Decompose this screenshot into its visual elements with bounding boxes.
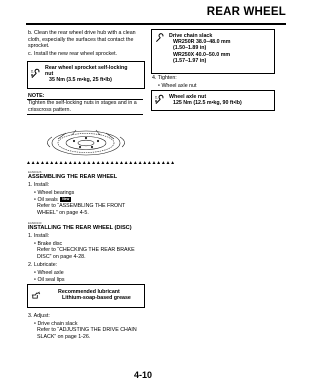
new-part-badge: New [62, 197, 70, 202]
wrench-icon [155, 33, 164, 43]
spec-label-cont: nut [45, 71, 54, 78]
step-1-install: 1. Install: [28, 233, 50, 239]
spec-value: 125 Nm (12.5 m•kg, 90 ft•lb) [173, 100, 242, 107]
svg-text:T.: T. [31, 70, 34, 75]
svg-text:T.: T. [155, 96, 158, 101]
bullet-wheel-axle-nut: ● Wheel axle nut [158, 82, 196, 89]
step-b-text: Clean the rear wheel drive hub with a clean cloth, especially the surfaces that contact the sprocket. [28, 30, 136, 50]
sprocket-illustration [36, 125, 140, 155]
drive-chain-slack-spec [151, 29, 275, 74]
bullet-wheel-axle: ● Wheel axle [34, 269, 64, 276]
section-tag: EAS00126 [28, 170, 42, 174]
step-3-adjust: 3. Adjust: [28, 313, 50, 319]
bullet-brake-disc: ● Brake disc [34, 240, 62, 247]
spec-value: Lithium-soap-based grease [62, 295, 131, 302]
step-2-lubricate: 2. Lubricate: [28, 262, 58, 268]
wheel-axle-nut-torque-spec [151, 90, 275, 111]
bullet-wheel-bearings: ● Wheel bearings [34, 189, 74, 196]
section-heading: ASSEMBLING THE REAR WHEEL [28, 174, 118, 180]
lubricant-spec [27, 284, 145, 308]
note-heading: NOTE: [28, 93, 45, 99]
reference-text: Refer to “ADJUSTING THE DRIVE CHAIN SLACK” on page 1-26. [37, 327, 137, 340]
wrench-torque-icon [155, 95, 164, 105]
bullet-oil-seal-lips: ● Oil seal lips [34, 276, 65, 283]
spec-value: WR250X 40.0–50.0 mm [173, 51, 231, 58]
reference-text: Refer to “ASSEMBLING THE FRONT WHEEL” on page 4-5. [37, 203, 126, 216]
section-divider: ▲▲▲▲▲▲▲▲▲▲▲▲▲▲▲▲▲▲▲▲▲▲▲▲▲▲▲▲▲▲▲▲ [26, 160, 175, 166]
spec-value: (1.57–1.97 in) [173, 57, 207, 64]
spec-label: Rear wheel sprocket self-locking [45, 65, 128, 71]
bullet-oil-seals: ● Oil seals New [34, 196, 71, 203]
note-text: Tighten the self-locking nuts in stages and in a crisscross pattern. [28, 100, 137, 113]
spec-label: Recommended lubricant [58, 289, 120, 295]
page-title: REAR WHEEL [206, 6, 286, 18]
oil-can-icon [31, 290, 40, 300]
bullet-drive-chain-slack: ● Drive chain slack [34, 320, 77, 327]
spec-label: Drive chain slack [169, 33, 213, 39]
sprocket-nut-torque-spec [27, 61, 145, 89]
svg-text:R.: R. [31, 73, 35, 78]
note-rule-bottom [27, 114, 143, 115]
spec-value: WR250R 38.0–48.0 mm [173, 39, 231, 46]
header-rule [26, 23, 286, 25]
spec-label: Wheel axle nut [169, 94, 207, 100]
wrench-torque-icon [31, 69, 40, 79]
svg-text:R.: R. [155, 99, 159, 104]
step-1-install: 1. Install: [28, 182, 50, 188]
section-heading: INSTALLING THE REAR WHEEL (DISC) [28, 225, 132, 231]
spec-value: (1.50–1.89 in) [173, 45, 207, 52]
step-4-tighten: 4. Tighten: [152, 75, 177, 81]
step-c-text: Install the new rear wheel sprocket. [34, 51, 118, 57]
step-c: c. Install the new rear wheel sprocket. [28, 51, 118, 57]
step-b: b. Clean the rear wheel drive hub with a clean cloth, especially the surfaces that contact the sprocket. [28, 30, 136, 50]
page-number: 4-10 [134, 370, 153, 380]
section-tag: EAS00130 [28, 221, 42, 225]
spec-value: 35 Nm (3.5 m•kg, 25 ft•lb) [49, 77, 112, 84]
reference-text: Refer to “CHECKING THE REAR BRAKE DISC” on page 4-28. [37, 247, 135, 260]
